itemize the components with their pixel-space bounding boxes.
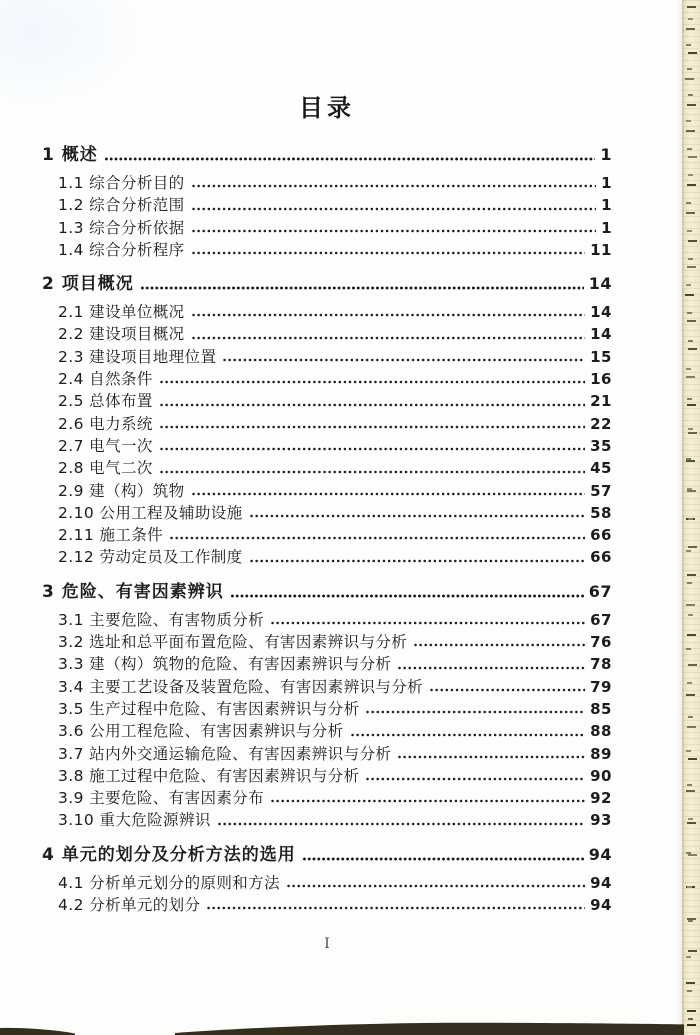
toc-page-number: 11 [590,240,612,259]
toc-leader-dots [191,250,586,256]
toc-page-number: 1 [601,196,612,215]
toc-leader-dots [230,593,584,599]
toc-entry-label: 2.12 劳动定员及工作制度 [58,548,243,567]
toc-entry [42,171,612,193]
toc-entry [42,608,612,630]
toc-entry-label: 2.6 电力系统 [58,414,153,433]
toc-entry [42,434,612,456]
book-edge-strip [682,0,700,1035]
toc-page-number: 1 [601,218,612,237]
toc-entry-label: 2.9 建（构）筑物 [58,481,185,500]
toc-leader-dots [222,357,585,363]
toc-page-number: 58 [590,503,612,522]
toc-column [42,0,612,915]
toc-leader-dots [159,424,585,430]
toc-leader-dots [104,156,596,162]
toc-page-number: 22 [590,414,612,433]
toc-leader-dots [270,620,585,626]
toc-entry [42,675,612,697]
toc-entry-label: 3.3 建（构）筑物的危险、有害因素辨识与分析 [58,655,392,674]
toc-entry-label: 4.2 分析单元的划分 [58,896,201,915]
toc-page-number: 67 [590,610,612,629]
toc-entry-label: 2.4 自然条件 [58,370,153,389]
toc-entry-label: 3.5 生产过程中危险、有害因素辨识与分析 [58,699,360,718]
toc-leader-dots [350,732,586,738]
toc-page-number: 94 [590,896,612,915]
toc-page-number: 66 [590,548,612,567]
toc-entry [42,193,612,215]
toc-leader-dots [217,821,585,827]
toc-page-number: 57 [590,481,612,500]
toc-entry-label: 1.2 综合分析范围 [58,196,185,215]
toc-leader-dots [191,312,586,318]
toc-entry [42,238,612,260]
toc-entry-label: 1.4 综合分析程序 [58,240,185,259]
toc-list [42,140,612,915]
toc-leader-dots [429,687,585,693]
toc-entry [42,871,612,893]
toc-page-number: 14 [588,274,612,294]
toc-entry [42,456,612,478]
toc-leader-dots [413,642,585,648]
toc-leader-dots [397,665,585,671]
toc-entry [42,322,612,344]
toc-entry-label: 2.1 建设单位概况 [58,303,185,322]
toc-entry-label: 2.3 建设项目地理位置 [58,347,217,366]
toc-entry [42,523,612,545]
toc-entry-label: 3.6 公用工程危险、有害因素辨识与分析 [58,722,344,741]
toc-entry-label: 3.7 站内外交通运输危险、有害因素辨识与分析 [58,744,392,763]
toc-page-number: 15 [590,347,612,366]
toc-page-number: 85 [590,699,612,718]
toc-page-number: 94 [590,873,612,892]
toc-page-number: 94 [588,844,612,864]
toc-entry-label: 1 概述 [42,145,98,165]
toc-entry-label: 3.10 重大危险源辨识 [58,811,211,830]
page-title: 目录 [299,94,355,122]
toc-entry-label: 1.3 综合分析依据 [58,218,185,237]
toc-leader-dots [191,335,586,341]
toc-entry-label: 2.2 建设项目概况 [58,325,185,344]
toc-entry [42,367,612,389]
toc-entry-label: 3.2 选址和总平面布置危险、有害因素辨识与分析 [58,633,408,652]
toc-leader-dots [191,183,596,189]
footer-page-number: I [324,936,330,952]
toc-entry [42,345,612,367]
scan-bottom-edge [0,1021,684,1035]
toc-entry [42,697,612,719]
toc-entry [42,719,612,741]
toc-entry-label: 2.7 电气一次 [58,436,153,455]
toc-entry-label: 1.1 综合分析目的 [58,174,185,192]
toc-entry-label: 2 项目概况 [42,274,134,295]
toc-entry [42,630,612,652]
toc-leader-dots [249,558,586,564]
toc-leader-dots [270,798,585,804]
toc-entry [42,300,612,322]
toc-entry-label: 3.4 主要工艺设备及装置危险、有害因素辨识与分析 [58,677,424,696]
toc-leader-dots [397,754,585,760]
toc-leader-dots [159,402,585,408]
toc-page-number: 89 [590,744,612,763]
toc-entry [42,764,612,786]
toc-page-number: 14 [590,325,612,344]
toc-page-number: 1 [600,145,612,164]
toc-leader-dots [159,446,585,452]
toc-entry-label: 4 单元的划分及分析方法的选用 [42,844,296,865]
toc-page-number: 78 [590,655,612,674]
toc-leader-dots [206,905,585,911]
toc-entry-label: 4.1 分析单元划分的原则和方法 [58,873,280,892]
toc-leader-dots [159,379,585,385]
toc-entry [42,893,612,915]
toc-entry [42,140,612,166]
toc-entry [42,808,612,830]
toc-entry [42,742,612,764]
toc-page-number: 90 [590,766,612,785]
toc-entry [42,216,612,238]
toc-entry [42,389,612,411]
toc-page-number: 16 [590,370,612,389]
toc-page-number: 88 [590,722,612,741]
toc-entry [42,479,612,501]
toc-leader-dots [140,285,584,291]
toc-leader-dots [191,491,586,497]
toc-page-number: 21 [590,392,612,411]
toc-entry [42,545,612,567]
toc-page-number: 66 [590,526,612,545]
toc-entry-label: 2.5 总体布置 [58,392,153,411]
toc-page-number: 1 [601,174,612,192]
toc-leader-dots [191,206,596,212]
toc-page-number: 76 [590,633,612,652]
toc-leader-dots [302,856,584,862]
toc-leader-dots [169,535,585,541]
toc-page-number: 14 [590,303,612,322]
toc-entry [42,269,612,295]
toc-entry-label: 2.8 电气二次 [58,459,153,478]
toc-page-number: 35 [590,436,612,455]
toc-entry [42,652,612,674]
toc-entry-label: 3.8 施工过程中危险、有害因素辨识与分析 [58,766,360,785]
toc-leader-dots [286,883,585,889]
toc-page-number: 45 [590,459,612,478]
toc-entry [42,412,612,434]
toc-page-number: 67 [588,581,612,601]
toc-entry [42,840,612,866]
toc-entry-label: 3 危险、有害因素辨识 [42,581,224,602]
toc-page-number: 79 [590,677,612,696]
toc-leader-dots [191,228,596,234]
toc-entry-label: 3.1 主要危险、有害物质分析 [58,610,265,629]
toc-entry-label: 2.11 施工条件 [58,526,164,545]
toc-page-number: 92 [590,789,612,808]
toc-leader-dots [365,776,585,782]
toc-leader-dots [159,469,585,475]
toc-entry [42,577,612,603]
toc-leader-dots [365,709,585,715]
toc-entry [42,786,612,808]
toc-entry-label: 3.9 主要危险、有害因素分布 [58,789,265,808]
toc-leader-dots [249,513,586,519]
toc-entry [42,501,612,523]
toc-entry-label: 2.10 公用工程及辅助设施 [58,503,243,522]
book-edge-marks [687,0,692,2]
toc-page-number: 93 [590,811,612,830]
